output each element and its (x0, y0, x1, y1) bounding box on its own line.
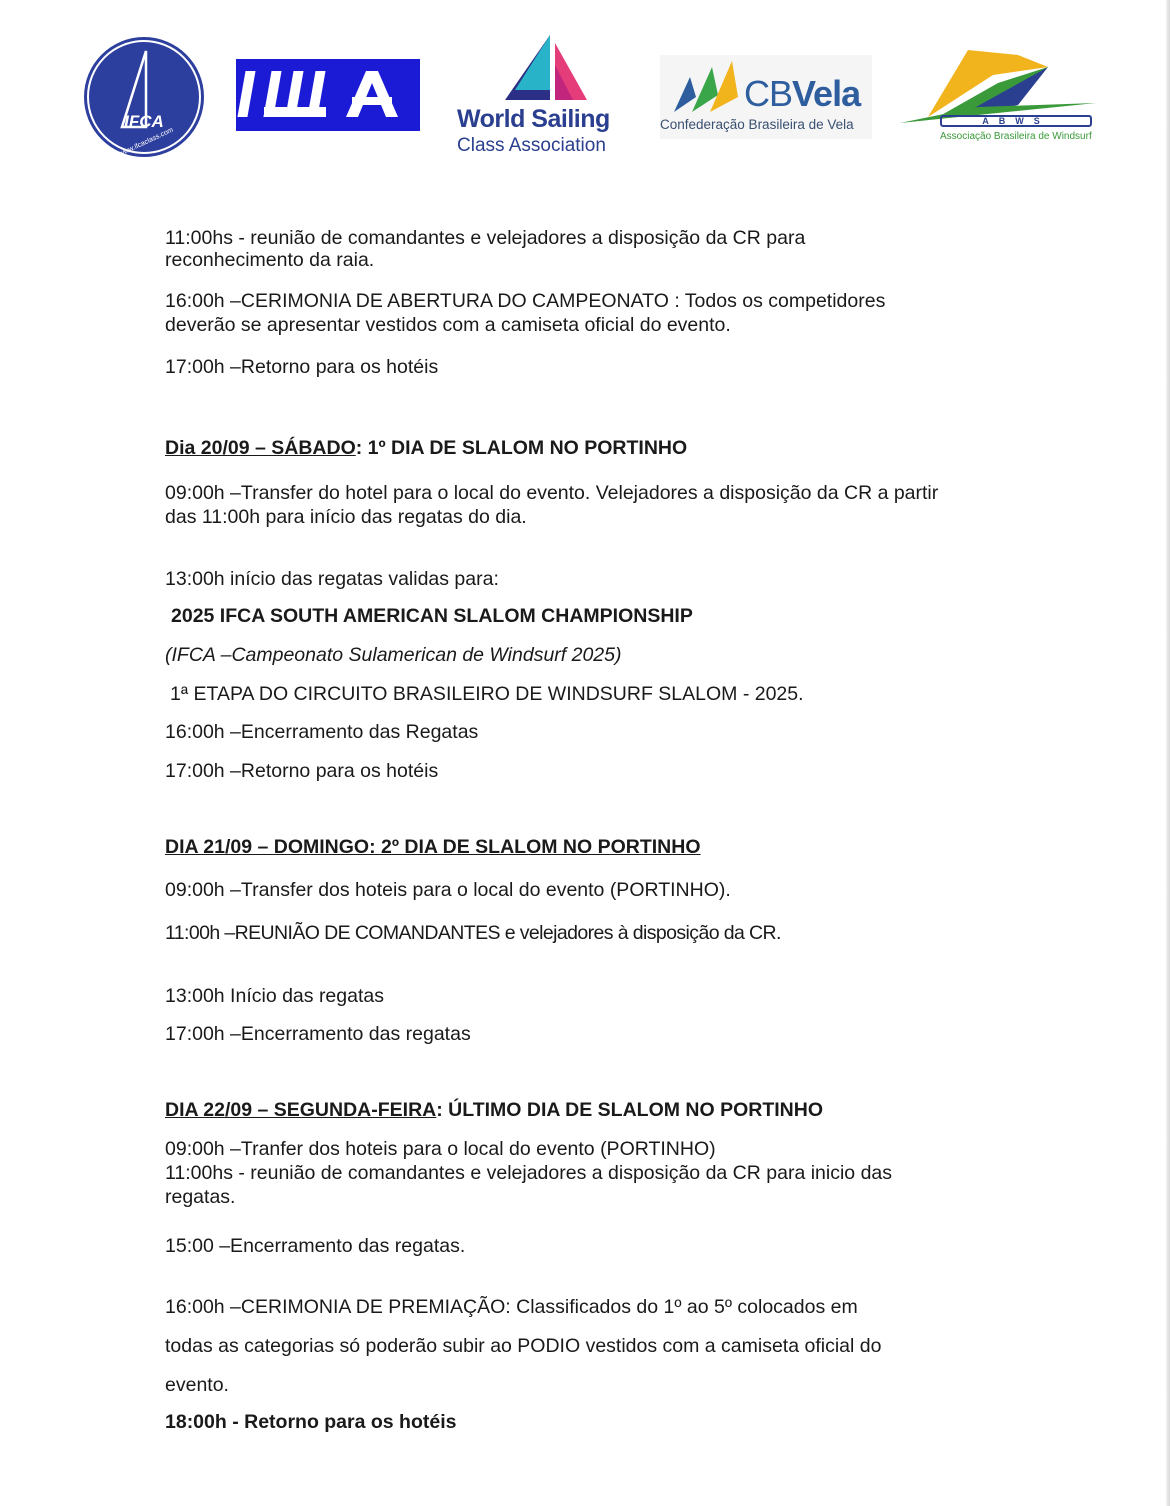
text-line: 09:00h –Transfer dos hoteis para o local do evento (PORTINHO). (165, 879, 731, 901)
text-line: 09:00h –Tranfer dos hoteis para o local do evento (PORTINHO) (165, 1138, 716, 1160)
championship-subtitle: (IFCA –Campeonato Sulamerican de Windsurf 2025) (165, 644, 622, 666)
text-line: todas as categorias só poderão subir ao PODIO vestidos com a camiseta oficial do (165, 1335, 882, 1357)
text-line: 15:00 –Encerramento das regatas. (165, 1235, 466, 1257)
cbvela-name-suffix: Vela (792, 73, 861, 114)
text-line: reconhecimento da raia. (165, 249, 375, 271)
ifca-logo-url: www.ifcaclass.com (118, 126, 175, 158)
day-heading-21-09: DIA 21/09 – DOMINGO: 2º DIA DE SLALOM NO PORTINHO (165, 836, 701, 858)
world-sailing-line1: World Sailing (457, 105, 610, 133)
text-line: 09:00h –Transfer do hotel para o local do evento. Velejadores a disposição da CR a partir (165, 482, 939, 504)
day-heading-date: Dia 20/09 – SÁBADO (165, 437, 356, 459)
closing-line: 18:00h - Retorno para os hotéis (165, 1411, 457, 1433)
text-line: 16:00h –CERIMONIA DE PREMIAÇÃO: Classificados do 1º ao 5º colocados em (165, 1296, 858, 1318)
text-line: 16:00h –Encerramento das Regatas (165, 721, 479, 743)
abws-wordmark: ABWS (940, 115, 1092, 127)
text-line: 11:00h –REUNIÃO DE COMANDANTES e velejadores à disposição da CR. (165, 922, 781, 944)
world-sailing-sail-icon (455, 35, 625, 105)
text-line: 13:00h início das regatas validas para: (165, 568, 499, 590)
abws-logo (898, 45, 1098, 145)
day-heading-title: : ÚLTIMO DIA DE SLALOM NO PORTINHO (436, 1099, 823, 1121)
day-heading-20-09 (165, 437, 687, 459)
cbvela-name (744, 73, 860, 115)
cbvela-tagline: Confederação Brasileira de Vela (660, 117, 854, 132)
text-line: 16:00h –CERIMONIA DE ABERTURA DO CAMPEONATO : Todos os competidores (165, 290, 886, 312)
championship-title: 2025 IFCA SOUTH AMERICAN SLALOM CHAMPIONSHIP (171, 605, 693, 627)
sponsor-logos-header (0, 0, 1170, 170)
cbvela-name-prefix: CB (744, 73, 793, 114)
text-line: 13:00h Início das regatas (165, 985, 384, 1007)
cbvela-sail-icon (666, 57, 746, 117)
day-heading-22-09 (165, 1099, 823, 1121)
text-line: evento. (165, 1374, 229, 1396)
text-line: 11:00hs - reunião de comandantes e velejadores a disposição da CR para inicio das (165, 1162, 893, 1184)
page-edge-shadow (1166, 0, 1170, 1506)
cbvela-logo (660, 55, 872, 139)
text-line: 1ª ETAPA DO CIRCUITO BRASILEIRO DE WINDSURF SLALOM - 2025. (170, 683, 804, 705)
text-line: 11:00hs - reunião de comandantes e velejadores a disposição da CR para (165, 227, 806, 249)
day-heading-title: : 1º DIA DE SLALOM NO PORTINHO (355, 437, 688, 459)
iwa-logo (234, 57, 422, 133)
text-line: 17:00h –Encerramento das regatas (165, 1023, 471, 1045)
text-line: 17:00h –Retorno para os hotéis (165, 356, 439, 378)
text-line: 17:00h –Retorno para os hotéis (165, 760, 439, 782)
text-line: deverão se apresentar vestidos com a camiseta oficial do evento. (165, 314, 731, 336)
ifca-logo-text: IFCA (124, 112, 164, 131)
ifca-logo (82, 35, 206, 159)
abws-tagline: Associação Brasileira de Windsurf (940, 131, 1092, 142)
text-line: das 11:00h para início das regatas do dia. (165, 506, 527, 528)
text-line: regatas. (165, 1186, 236, 1208)
day-heading-date: DIA 22/09 – SEGUNDA-FEIRA (165, 1099, 437, 1121)
abws-sail-icon (898, 45, 1098, 125)
world-sailing-line2: Class Association (457, 135, 606, 156)
world-sailing-logo (455, 35, 625, 160)
